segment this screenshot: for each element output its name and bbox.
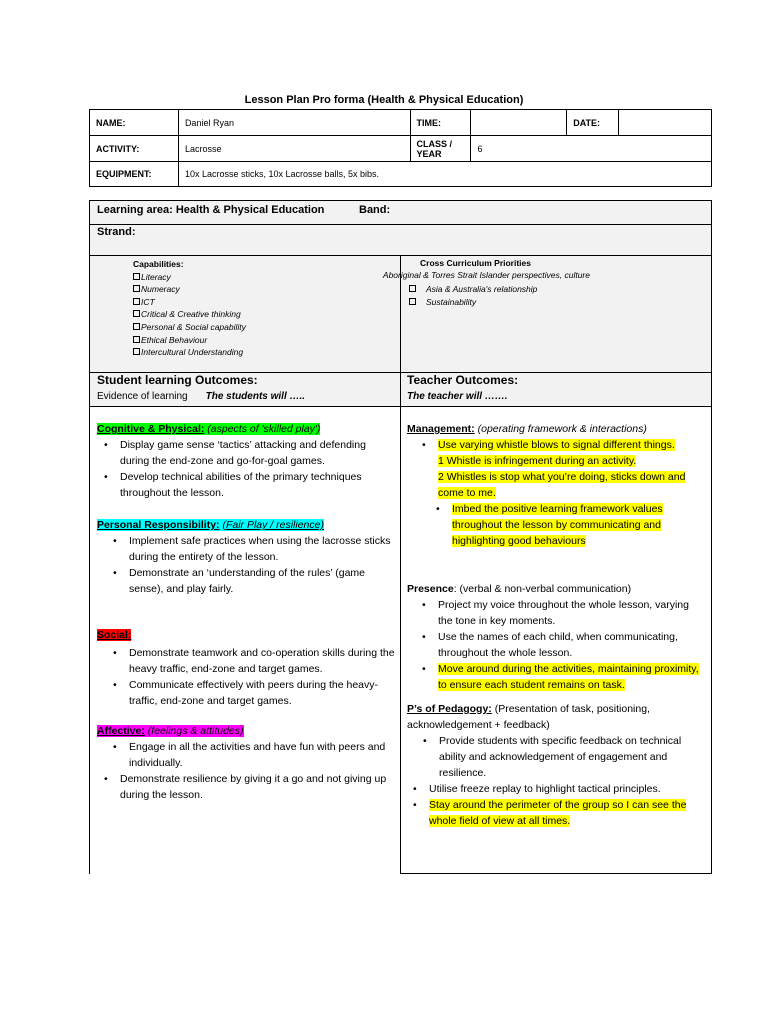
personal-responsibility-heading: Personal Responsibility: (Fair Play / resilience) bbox=[97, 519, 324, 531]
list-item: • Demonstrate teamwork and co-operation skills during the heavy traffic, end-zone and target games. bbox=[113, 647, 395, 675]
ccp-item[interactable]: Sustainability bbox=[409, 296, 537, 309]
list-item: • Demonstrate resilience by giving it a go and not giving up during the lesson. bbox=[104, 773, 387, 801]
teacher-outcomes-heading: Teacher Outcomes: bbox=[407, 373, 519, 387]
list-item: • Display game sense ‘tactics’ attacking and defending during the end-zone and go-for-goal games. bbox=[104, 439, 366, 467]
checkbox-icon bbox=[133, 285, 140, 292]
learning-area: Learning area: Health & Physical Education bbox=[97, 204, 325, 216]
list-item: • Utilise freeze replay to highlight tactical principles. bbox=[413, 783, 661, 795]
name-label: NAME: bbox=[90, 110, 179, 136]
checkbox-icon bbox=[133, 310, 140, 317]
ccp-title: Cross Curriculum Priorities bbox=[420, 258, 532, 268]
plan-frame bbox=[89, 200, 712, 874]
equipment-label: EQUIPMENT: bbox=[90, 162, 179, 187]
list-item: • Communicate effectively with peers during the heavy-traffic, end-zone and target games. bbox=[113, 679, 379, 707]
student-outcomes-content bbox=[97, 421, 395, 803]
social-heading: Social: bbox=[97, 629, 132, 641]
list-item: • Develop technical abilities of the primary techniques throughout the lesson. bbox=[104, 471, 362, 499]
ccp-item[interactable]: Asia & Australia's relationship bbox=[409, 283, 537, 296]
checkbox-icon bbox=[133, 273, 140, 280]
capability-item[interactable]: Numeracy bbox=[133, 283, 246, 296]
date-label: DATE: bbox=[567, 110, 619, 136]
capability-item[interactable]: Ethical Behaviour bbox=[133, 334, 246, 347]
capability-item[interactable]: Personal & Social capability bbox=[133, 321, 246, 334]
list-item: • Implement safe practices when using the lacrosse sticks during the entirety of the lesson. bbox=[113, 535, 391, 563]
cognitive-physical-heading: Cognitive & Physical: (aspects of 'skilled play') bbox=[97, 423, 321, 435]
checkbox-icon bbox=[409, 285, 416, 292]
list-item: • Demonstrate an ‘understanding of the rules’ (game sense), and play fairly. bbox=[113, 567, 365, 595]
ccp-aboriginal: Aboriginal & Torres Strait Islander perspectives, culture bbox=[382, 270, 590, 280]
activity-value: Lacrosse bbox=[178, 136, 410, 162]
band-label: Band: bbox=[359, 204, 391, 216]
checkbox-icon bbox=[133, 323, 140, 330]
checkbox-icon bbox=[133, 298, 140, 305]
management-heading: Management: (operating framework & interactions) bbox=[407, 423, 647, 435]
checkbox-icon bbox=[133, 336, 140, 343]
activity-label: ACTIVITY: bbox=[90, 136, 179, 162]
student-outcomes-heading: Student learning Outcomes: bbox=[97, 373, 258, 387]
checkbox-icon bbox=[133, 348, 140, 355]
time-value bbox=[471, 110, 567, 136]
list-item: • Move around during the activities, maintaining proximity, to ensure each student remains on task. bbox=[422, 663, 699, 691]
capabilities-title: Capabilities: bbox=[133, 259, 184, 269]
list-item: • Project my voice throughout the whole lesson, varying the tone in key moments. bbox=[422, 599, 689, 627]
strand-label: Strand: bbox=[97, 226, 136, 238]
list-item: • Engage in all the activities and have fun with peers and individually. bbox=[113, 741, 386, 769]
evidence-of-learning: Evidence of learning The students will ….. bbox=[97, 391, 306, 402]
date-value bbox=[619, 110, 712, 136]
page-title: Lesson Plan Pro forma (Health & Physical Education) bbox=[244, 94, 524, 106]
list-item: • Imbed the positive learning framework values throughout the lesson by communicating and highlighting good behaviours bbox=[436, 503, 663, 547]
ccp-list bbox=[409, 283, 537, 308]
class-value: 6 bbox=[471, 136, 712, 162]
capability-item[interactable]: Intercultural Understanding bbox=[133, 346, 246, 359]
list-item: • Provide students with specific feedback on technical ability and acknowledgement of engagement and resilience. bbox=[423, 735, 682, 779]
affective-heading: Affective: (feelings & attitudes) bbox=[97, 725, 244, 737]
capability-item[interactable]: Critical & Creative thinking bbox=[133, 308, 246, 321]
teacher-will: The teacher will ……. bbox=[407, 391, 508, 402]
list-item: • Stay around the perimeter of the group so I can see the whole field of view at all times. bbox=[413, 799, 687, 827]
capability-item[interactable]: Literacy bbox=[133, 271, 246, 284]
class-label: CLASS / YEAR bbox=[410, 136, 471, 162]
capabilities-list bbox=[133, 258, 246, 359]
name-value: Daniel Ryan bbox=[178, 110, 410, 136]
time-label: TIME: bbox=[410, 110, 471, 136]
teacher-outcomes-content bbox=[407, 421, 705, 829]
header-table bbox=[89, 109, 712, 187]
equipment-value: 10x Lacrosse sticks, 10x Lacrosse balls, 5x bibs. bbox=[178, 162, 711, 187]
capability-item[interactable]: ICT bbox=[133, 296, 246, 309]
list-item: • Use the names of each child, when communicating, throughout the whole lesson. bbox=[422, 631, 678, 659]
pedagogy-heading: P’s of Pedagogy: (Presentation of task, positioning, acknowledgement + feedback) bbox=[407, 703, 650, 731]
checkbox-icon bbox=[409, 298, 416, 305]
list-item: • Use varying whistle blows to signal different things. 1 Whistle is infringement during an activity. 2 Whistles is stop what you’re doing, sticks down and come to me. bbox=[422, 439, 686, 499]
presence-heading: Presence: (verbal & non-verbal communication) bbox=[407, 583, 632, 595]
